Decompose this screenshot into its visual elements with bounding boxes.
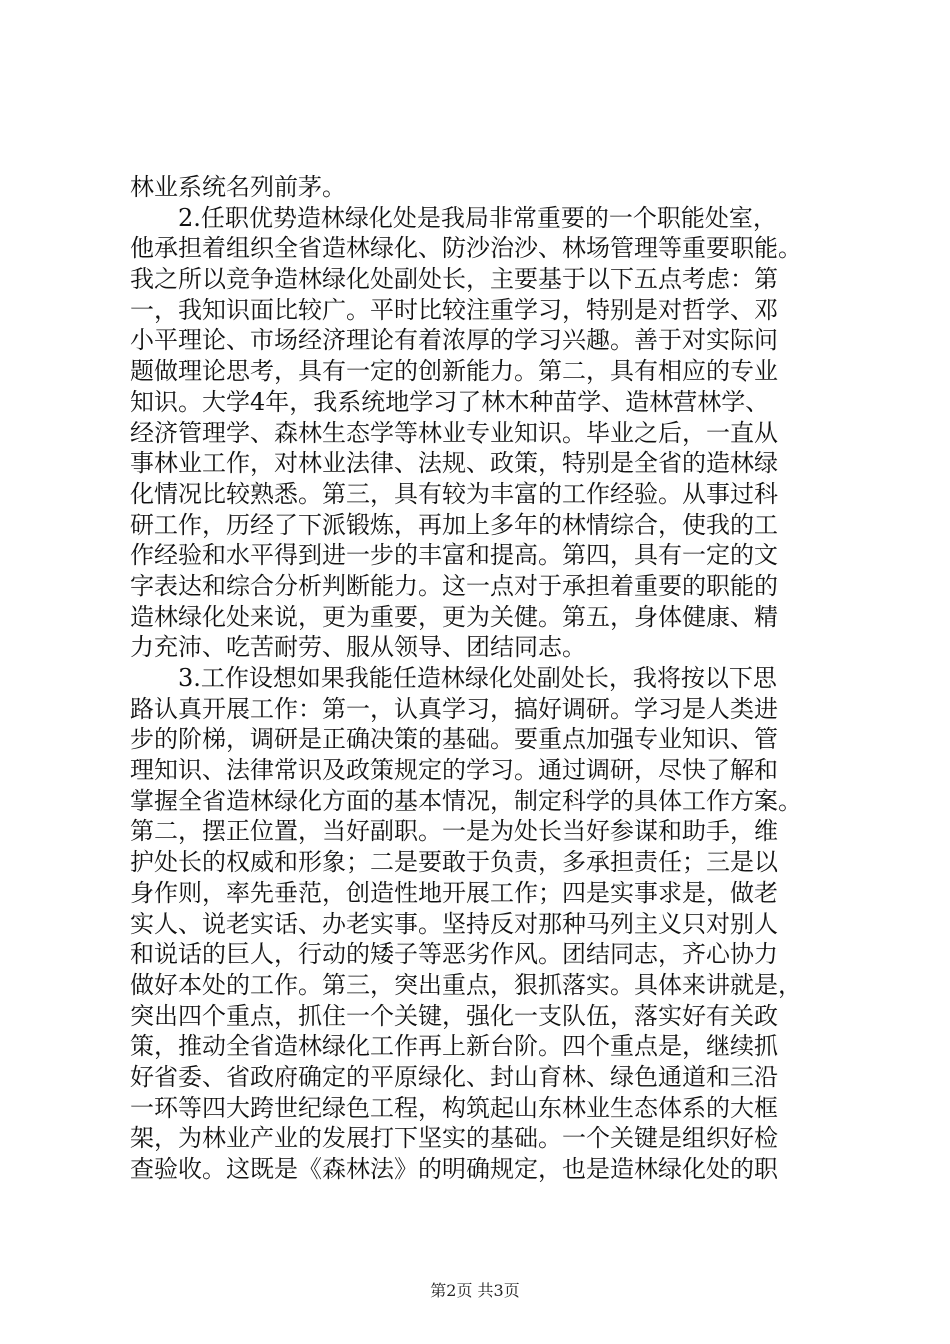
text-line: 事林业工作，对林业法律、法规、政策，特别是全省的造林绿: [130, 449, 778, 478]
text-line: 突出四个重点，抓住一个关键，强化一支队伍，落实好有关政: [130, 1001, 778, 1030]
text-line: 一环等四大跨世纪绿色工程，构筑起山东林业生态体系的大框: [130, 1093, 778, 1122]
text-line: 步的阶梯，调研是正确决策的基础。要重点加强专业知识、管: [130, 725, 778, 754]
text-line: 他承担着组织全省造林绿化、防沙治沙、林场管理等重要职能。: [130, 234, 802, 263]
text-line: 化情况比较熟悉。第三，具有较为丰富的工作经验。从事过科: [130, 479, 778, 508]
text-line: 我之所以竞争造林绿化处副处长，主要基于以下五点考虑：第: [130, 265, 778, 294]
text-line: 身作则，率先垂范，创造性地开展工作；四是实事求是，做老: [130, 878, 778, 907]
text-line: 3.工作设想如果我能任造林绿化处副处长，我将按以下思: [178, 664, 777, 692]
text-line: 理知识、法律常识及政策规定的学习。通过调研，尽快了解和: [130, 756, 778, 785]
text-line: 实人、说老实话、办老实事。坚持反对那种马列主义只对别人: [130, 909, 778, 938]
text-line: 路认真开展工作：第一，认真学习，搞好调研。学习是人类进: [130, 694, 778, 723]
text-line: 2.任职优势造林绿化处是我局非常重要的一个职能处室，: [178, 203, 777, 232]
document-body: [130, 172, 830, 1185]
text-line: 做好本处的工作。第三，突出重点，狠抓落实。具体来讲就是，: [130, 970, 802, 999]
text-line: 字表达和综合分析判断能力。这一点对于承担着重要的职能的: [130, 571, 778, 600]
text-line: 题做理论思考，具有一定的创新能力。第二，具有相应的专业: [130, 357, 778, 386]
text-line: 造林绿化处来说，更为重要，更为关健。第五，身体健康、精: [130, 602, 778, 631]
text-line: 第二，摆正位置，当好副职。一是为处长当好参谋和助手，维: [130, 817, 778, 846]
text-line: 一，我知识面比较广。平时比较注重学习，特别是对哲学、邓: [130, 295, 778, 324]
text-line: 查验收。这既是《森林法》的明确规定，也是造林绿化处的职: [130, 1155, 778, 1183]
text-line: 林业系统名列前茅。: [130, 173, 346, 201]
text-line: 护处长的权威和形象；二是要敢于负责，多承担责任；三是以: [130, 848, 778, 877]
text-line: 研工作，历经了下派锻炼，再加上多年的林情综合，使我的工: [130, 510, 778, 539]
text-line: 小平理论、市场经济理论有着浓厚的学习兴趣。善于对实际问: [130, 326, 778, 355]
text-line: 架，为林业产业的发展打下坚实的基础。一个关键是组织好检: [130, 1124, 778, 1153]
page-number-footer: 第2页 共3页: [430, 1281, 520, 1300]
text-line: 好省委、省政府确定的平原绿化、封山育林、绿色通道和三沿: [130, 1062, 778, 1091]
text-line: 知识。大学4年，我系统地学习了林木种苗学、造林营林学、: [130, 387, 770, 416]
text-line: 和说话的巨人，行动的矮子等恶劣作风。团结同志，齐心协力: [130, 940, 778, 969]
text-line: 作经验和水平得到进一步的丰富和提高。第四，具有一定的文: [130, 541, 778, 570]
text-line: 力充沛、吃苦耐劳、服从领导、团结同志。: [130, 633, 586, 662]
text-line: 经济管理学、森林生态学等林业专业知识。毕业之后，一直从: [130, 418, 778, 447]
text-line: 策，推动全省造林绿化工作再上新台阶。四个重点是，继续抓: [130, 1032, 778, 1061]
text-line: 掌握全省造林绿化方面的基本情况，制定科学的具体工作方案。: [130, 786, 802, 815]
